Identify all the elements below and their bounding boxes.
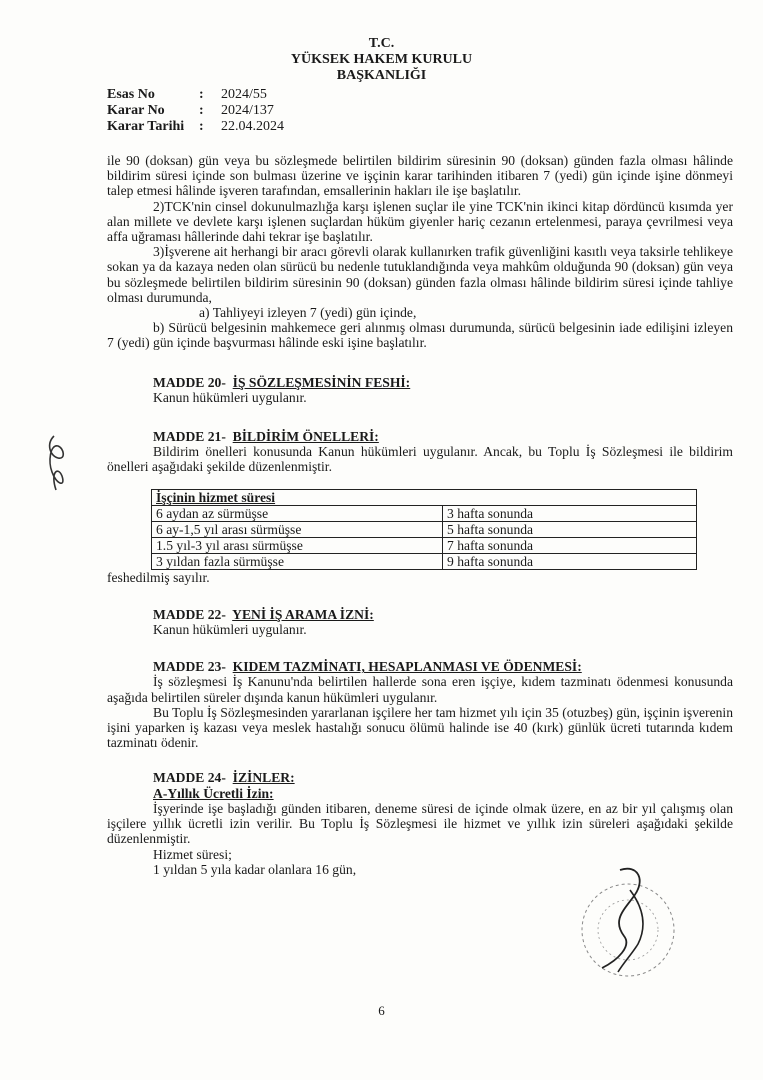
madde-23-body-1: İş sözleşmesi İş Kanunu'nda belirtilen hallerde sona eren işçiye, kıdem tazminatı ödenmesi konusunda aşağıda belirtilen süreler dışında kanun hükümleri uygulanır. <box>107 674 733 705</box>
madde-24-subtitle: A-Yıllık Ücretli İzin: <box>153 785 274 801</box>
madde-23-heading <box>107 659 733 674</box>
madde-21-heading <box>107 429 733 444</box>
notice-cell: 5 hafta sonunda <box>443 521 697 537</box>
document-header <box>0 36 763 84</box>
paragraph-3b: b) Sürücü belgesinin mahkemece geri alınmış olması durumunda, sürücü belgesinin iade edilişini izleyen 7 (yedi) gün içinde başvurması hâlinde eski işine başlatılır. <box>107 320 733 351</box>
madde-title: KIDEM TAZMİNATI, HESAPLANMASI VE ÖDENMESİ: <box>232 659 582 675</box>
table-row <box>152 505 697 521</box>
after-table-text: feshedilmiş sayılır. <box>107 569 210 585</box>
madde-title: İŞ SÖZLEŞMESİNİN FESHİ: <box>232 374 411 390</box>
period-cell: 1.5 yıl-3 yıl arası sürmüşse <box>152 537 443 553</box>
meta-value: 22.04.2024 <box>221 119 284 134</box>
meta-key: Esas No <box>107 87 155 102</box>
header-line-kurul: YÜKSEK HAKEM KURULU <box>290 52 473 67</box>
case-metadata <box>107 87 284 135</box>
madde-number: MADDE 24- <box>153 770 226 786</box>
notice-period-table <box>151 489 697 570</box>
madde-number: MADDE 20- <box>153 374 226 390</box>
paragraph-3: 3)İşverene ait herhangi bir aracı görevli olarak kullanırken trafik güvenliğini kasıtlı veya taksirle tehlikeye sokan ya da kazaya neden olan sürücü bu nedenle tutuklandığında veya mahkûm olduğunda 90 (doksan) gün veya bu sözleşmede belirtilen bildirim süresinin 90 (doksan) günden fazla olması hâlinde bildirim süresi içinde tahliye olması durumunda, <box>107 244 733 305</box>
madde-number: MADDE 22- <box>153 606 226 622</box>
meta-colon: : <box>199 119 204 134</box>
meta-key: Karar No <box>107 103 165 118</box>
meta-row-esas <box>107 87 284 103</box>
header-line-baskanlik: BAŞKANLIĞI <box>336 68 427 83</box>
meta-value: 2024/137 <box>221 103 274 118</box>
header-line-tc: T.C. <box>368 36 395 51</box>
period-cell: 6 ay-1,5 yıl arası sürmüşse <box>152 521 443 537</box>
notice-cell: 7 hafta sonunda <box>443 537 697 553</box>
document-body <box>107 153 733 877</box>
notice-cell: 9 hafta sonunda <box>443 553 697 569</box>
madde-24-heading <box>107 770 733 785</box>
madde-22-heading <box>107 607 733 622</box>
table-row <box>152 521 697 537</box>
madde-title: İZİNLER: <box>232 770 295 786</box>
period-cell: 6 aydan az sürmüşse <box>152 505 443 521</box>
meta-row-tarih <box>107 119 284 135</box>
table-row <box>152 553 697 569</box>
madde-number: MADDE 23- <box>153 659 226 675</box>
intro-paragraph: ile 90 (doksan) gün veya bu sözleşmede belirtilen bildirim süresinin 90 (doksan) günden fazla olması hâlinde bildirim süresi içinde son bulması üzerine ve işçinin karar tarihinden itibaren 7 (yedi) gün içinde işine dönmeyi talep etmesi hâlinde işveren tarafından, emsallerinin hakları ile işe başlatılır. <box>107 153 733 199</box>
madde-20-heading <box>107 375 733 390</box>
madde-number: MADDE 21- <box>153 429 226 445</box>
madde-title: YENİ İŞ ARAMA İZNİ: <box>232 606 374 622</box>
table-row <box>152 537 697 553</box>
madde-20-body: Kanun hükümleri uygulanır. <box>153 389 307 405</box>
madde-24-body-3: 1 yıldan 5 yıla kadar olanlara 16 gün, <box>153 861 357 877</box>
period-cell: 3 yıldan fazla sürmüşse <box>152 553 443 569</box>
margin-initial-signature <box>40 432 80 494</box>
meta-key: Karar Tarihi <box>107 119 185 134</box>
madde-24-body-1: İşyerinde işe başladığı günden itibaren, deneme süresi de içinde olmak üzere, en az bir yıl çalışmış olan işçilere yıllık ücretli izin verilir. Bu Toplu İş Sözleşmesi ile hizmet ve yıllık izin süreleri aşağıdaki şekilde düzenlenmiştir. <box>107 800 733 847</box>
paragraph-2: 2)TCK'nin cinsel dokunulmazlığa karşı işlenen suçlar ile yine TCK'nin ikinci kitap dördüncü kısımda yer alan millete ve devlete karşı işlenen suçlardan hüküm giyenler hariç cezanın ertelenmesi, paraya çevrilmesi veya affa uğraması hâllerinde dahi tekrar işe başlatılır. <box>107 198 733 245</box>
madde-23-body-2: Bu Toplu İş Sözleşmesinden yararlanan işçilere her tam hizmet yılı için 35 (otuzbeş) gün, işçinin işverenin işini yaparken iş kazası veya meslek hastalığı sonucu ölümü halinde ise 40 (kırk) günlük ücreti tutarında kıdem tazminatı ödenir. <box>107 704 733 751</box>
meta-row-karar <box>107 103 284 119</box>
madde-21-body: Bildirim önelleri konusunda Kanun hükümleri uygulanır. Ancak, bu Toplu İş Sözleşmesi ile bildirim önelleri aşağıdaki şekilde düzenlenmiştir. <box>107 444 733 475</box>
meta-colon: : <box>199 87 204 102</box>
madde-22-body: Kanun hükümleri uygulanır. <box>153 622 307 638</box>
meta-colon: : <box>199 103 204 118</box>
paragraph-3a: a) Tahliyeyi izleyen 7 (yedi) gün içinde, <box>199 305 417 321</box>
table-header-row <box>152 489 697 505</box>
madde-title: BİLDİRİM ÖNELLERİ: <box>232 429 379 445</box>
notice-cell: 3 hafta sonunda <box>443 505 697 521</box>
page-number: 6 <box>378 1003 385 1018</box>
meta-value: 2024/55 <box>221 87 267 102</box>
table-header-cell: İşçinin hizmet süresi <box>152 489 697 505</box>
madde-24-body-2: Hizmet süresi; <box>153 846 232 862</box>
